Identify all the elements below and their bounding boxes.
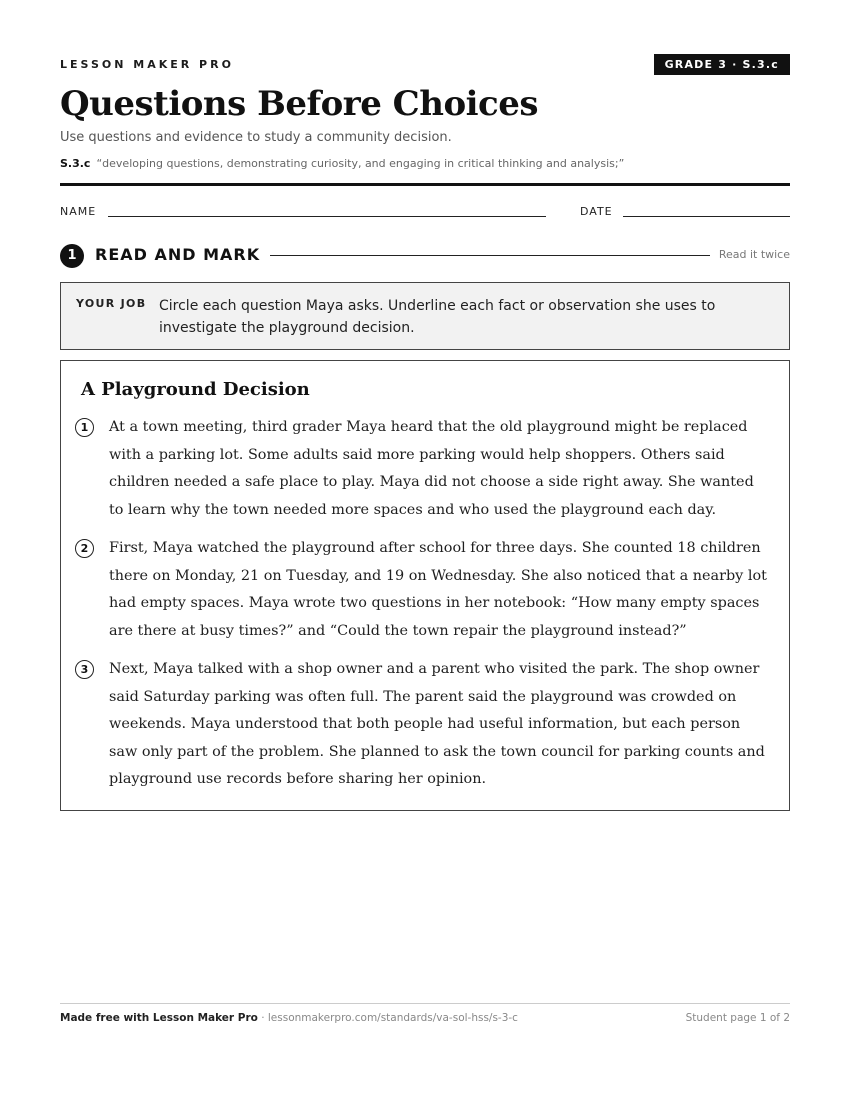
brand-name: LESSON MAKER PRO: [60, 58, 234, 71]
section-title: READ AND MARK: [95, 245, 261, 264]
standard-line: [60, 157, 624, 170]
page-subtitle: Use questions and evidence to study a community decision.: [60, 130, 452, 145]
paragraph-2: First, Maya watched the playground after school for three days. She counted 18 children there on Monday, 21 on Tuesday, and 19 on Wednesday. She also noticed that a nearby lot had empty spaces. Maya wrote two questions in her notebook: “How many empty spaces are there at busy times?” and “Could the town repair the playground instead?”: [109, 540, 767, 639]
reading-passage: [60, 360, 790, 811]
section-note: Read it twice: [718, 248, 790, 261]
worksheet-page: [60, 0, 790, 1100]
footer-page-number: Student page 1 of 2: [685, 1012, 790, 1024]
header-divider: [60, 183, 790, 186]
your-job-text: Circle each question Maya asks. Underline each fact or observation she uses to investigate the playground decision.: [159, 298, 716, 336]
paragraph-number-1: 1: [75, 418, 94, 437]
your-job-box: [60, 282, 790, 350]
footer-made-by: Made free with Lesson Maker Pro: [60, 1012, 258, 1024]
name-field[interactable]: [108, 216, 546, 217]
section-number-badge: 1: [60, 244, 84, 268]
date-label: DATE: [580, 205, 613, 218]
standard-code: S.3.c: [60, 157, 91, 170]
paragraph-number-2: 2: [75, 539, 94, 558]
your-job-label: YOUR JOB: [76, 297, 147, 310]
standard-text: “developing questions, demonstrating curiosity, and engaging in critical thinking and analysis;”: [96, 157, 625, 170]
footer-credit: [60, 1012, 518, 1024]
footer-url[interactable]: · lessonmakerpro.com/standards/va-sol-hss/s-3-c: [257, 1012, 518, 1024]
footer-divider: [60, 1003, 790, 1004]
paragraph-number-3: 3: [75, 660, 94, 679]
page-title: Questions Before Choices: [60, 84, 539, 124]
paragraph-1: At a town meeting, third grader Maya heard that the old playground might be replaced with a parking lot. Some adults said more parking would help shoppers. Others said children needed a safe place to play. Maya did not choose a side right away. She wanted to learn why the town needed more spaces and who used the playground each day.: [109, 419, 754, 518]
name-label: NAME: [60, 205, 97, 218]
paragraph-3: Next, Maya talked with a shop owner and a parent who visited the park. The shop owner said Saturday parking was often full. The parent said the playground was crowded on weekends. Maya understood that both people had useful information, but each person saw only part of the problem. She planned to ask the town council for parking counts and playground use records before sharing her opinion.: [109, 661, 765, 787]
grade-badge: GRADE 3 · S.3.c: [654, 54, 790, 75]
section-divider: [270, 255, 710, 256]
date-field[interactable]: [623, 216, 790, 217]
passage-title: A Playground Decision: [81, 379, 310, 400]
